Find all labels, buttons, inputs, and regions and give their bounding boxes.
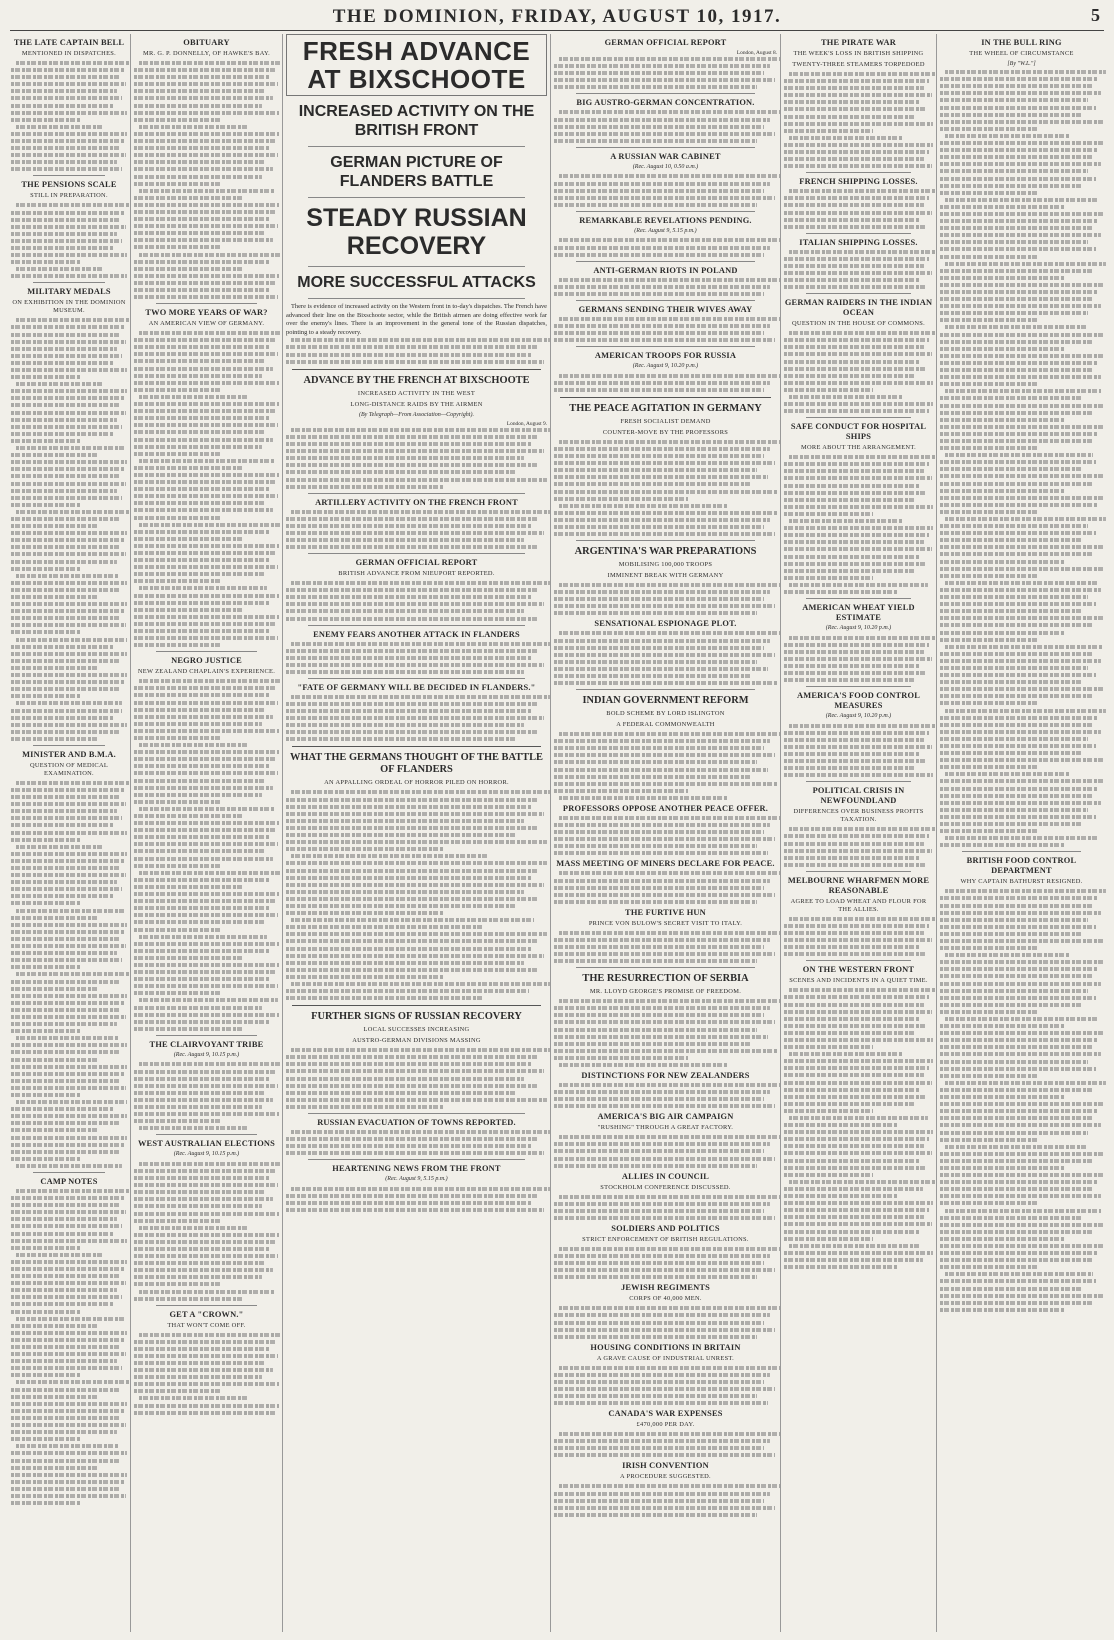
headline: MINISTER AND B.M.A. xyxy=(22,749,116,759)
deck-headline: MORE SUCCESSFUL ATTACKS xyxy=(297,274,536,291)
article-body xyxy=(554,999,777,1067)
masthead xyxy=(10,4,1104,31)
subheadline: A GRAVE CAUSE OF INDUSTRIAL UNREST. xyxy=(596,1354,735,1362)
article-body xyxy=(11,61,127,171)
article-body xyxy=(554,278,777,296)
subheadline: TWENTY-THREE STEAMERS TORPEDOED xyxy=(792,61,925,68)
article-body xyxy=(134,1333,279,1415)
subheadline: LOCAL SUCCESSES INCREASING xyxy=(363,1026,470,1034)
dateline: London, August 9. xyxy=(506,420,547,427)
dateline: (Rec. August 9, 10.15 p.m.) xyxy=(173,1151,240,1158)
article-body xyxy=(286,581,547,620)
headline: THE PENSIONS SCALE xyxy=(21,180,117,190)
column-3 xyxy=(282,34,550,1632)
headline: DISTINCTIONS FOR NEW ZEALANDERS xyxy=(581,1071,750,1080)
article-body xyxy=(784,455,933,594)
headline: ARTILLERY ACTIVITY ON THE FRENCH FRONT xyxy=(315,497,518,507)
article-body xyxy=(784,724,933,778)
subheadline: AN AMERICAN VIEW OF GERMANY. xyxy=(148,320,265,328)
article-body xyxy=(554,871,777,903)
byline: [By "W.L."] xyxy=(1007,61,1036,67)
subheadline: STOCKHOLM CONFERENCE DISCUSSED. xyxy=(600,1183,731,1191)
subheadline: AN APPALLING ORDEAL OF HORROR PILED ON HORROR. xyxy=(324,779,509,787)
article-body xyxy=(134,1162,279,1301)
subheadline: PRINCE VON BULOW'S SECRET VISIT TO ITALY. xyxy=(588,919,743,927)
dateline: London, August 8. xyxy=(736,50,777,56)
dateline: (Rec. August 9, 10.20 p.m.) xyxy=(632,363,699,370)
column-1 xyxy=(8,34,130,1632)
headline: ARGENTINA'S WAR PREPARATIONS xyxy=(574,546,757,558)
headline: THE PEACE AGITATION IN GERMANY xyxy=(569,402,762,414)
article-body xyxy=(784,827,933,866)
subheadline: A FEDERAL COMMONWEALTH xyxy=(616,721,715,729)
article-body xyxy=(11,1189,127,1505)
article-body xyxy=(784,917,933,956)
headline: RUSSIAN EVACUATION OF TOWNS REPORTED. xyxy=(317,1117,516,1127)
dateline: (Rec. August 9, 10.20 p.m.) xyxy=(825,713,892,720)
headline: FURTHER SIGNS OF RUSSIAN RECOVERY xyxy=(311,1011,522,1023)
headline: GET A "CROWN." xyxy=(169,1309,244,1319)
headline: SENSATIONAL ESPIONAGE PLOT. xyxy=(594,619,737,629)
byline: (By Telegraph—From Association—Copyright). xyxy=(359,411,474,418)
headline: WEST AUSTRALIAN ELECTIONS xyxy=(137,1139,276,1149)
article-body xyxy=(940,889,1103,1312)
article-body xyxy=(134,679,279,1031)
headline: IN THE BULL RING xyxy=(981,38,1062,47)
headline: SAFE CONDUCT FOR HOSPITAL SHIPS xyxy=(790,422,927,442)
headline: HEARTENING NEWS FROM THE FRONT xyxy=(332,1164,501,1174)
headline: IRISH CONVENTION xyxy=(622,1461,709,1471)
lead-paragraph: There is evidence of increased activity on the Western front in to-day's dispatches. The French have advanced their line on the Bixschoote sector, while the British airmen are doing effective work far over the enemy's lines. There is an improvement in the general tone of the Russian dispatches, pointing to a steady recovery. xyxy=(286,303,547,336)
article-body xyxy=(286,338,547,363)
article-body xyxy=(554,631,777,685)
subheadline: BOLD SCHEME BY LORD ISLINGTON xyxy=(606,710,725,718)
article-body xyxy=(11,203,127,278)
article-body xyxy=(286,1048,547,1109)
article-body xyxy=(286,1130,547,1155)
article-body xyxy=(784,189,933,228)
article-body xyxy=(554,1247,777,1279)
headline: THE FURTIVE HUN xyxy=(625,907,706,917)
subheadline: AGREE TO LOAD WHEAT AND FLOUR FOR THE ALLIES. xyxy=(790,897,927,913)
masthead-title: THE DOMINION, FRIDAY, AUGUST 10, 1917. xyxy=(332,6,782,27)
headline: ON THE WESTERN FRONT xyxy=(802,965,915,975)
subheadline: COUNTER-MOVE BY THE PROFESSORS xyxy=(602,428,729,436)
headline: THE CLAIRVOYANT TRIBE xyxy=(149,1039,264,1049)
article-body xyxy=(554,816,777,855)
headline: WHAT THE GERMANS THOUGHT OF THE BATTLE OF FLANDERS xyxy=(290,752,543,776)
article-body xyxy=(784,636,933,683)
headline: "FATE OF GERMANY WILL BE DECIDED IN FLANDERS." xyxy=(297,682,536,692)
headline: SOLDIERS AND POLITICS xyxy=(611,1223,720,1233)
subheadline: MOBILISING 100,000 TROOPS xyxy=(618,561,713,569)
article-body xyxy=(286,790,547,1000)
headline: MILITARY MEDALS xyxy=(27,287,111,297)
article-body xyxy=(286,695,547,742)
article-body xyxy=(554,931,777,963)
subheadline: STRICT ENFORCEMENT OF BRITISH REGULATIONS. xyxy=(582,1235,749,1243)
subheadline: £470,000 PER DAY. xyxy=(636,1421,695,1429)
dateline: (Rec. August 9, 10.15 p.m.) xyxy=(173,1051,240,1058)
subheadline: WHY CAPTAIN BATHURST RESIGNED. xyxy=(960,878,1083,886)
article-body xyxy=(554,583,777,615)
article-body xyxy=(134,61,279,299)
headline: ALLIES IN COUNCIL xyxy=(621,1171,710,1181)
headline: JEWISH REGIMENTS xyxy=(620,1283,711,1293)
headline: THE PIRATE WAR xyxy=(820,38,897,47)
subheadline: A PROCEDURE SUGGESTED. xyxy=(620,1473,711,1481)
headline: REMARKABLE REVELATIONS PENDING. xyxy=(579,215,752,225)
subheadline: SCENES AND INCIDENTS IN A QUIET TIME. xyxy=(789,977,928,985)
article-body xyxy=(554,174,777,206)
article-body xyxy=(784,331,933,413)
dateline: (Rec. August 10, 0.50 a.m.) xyxy=(632,163,699,170)
headline: ITALIAN SHIPPING LOSSES. xyxy=(799,237,918,247)
subheadline: MENTIONED IN DISPATCHES. xyxy=(21,50,117,57)
headline: INDIAN GOVERNMENT REFORM xyxy=(582,695,749,707)
dateline: (Rec. August 9, 5.15 p.m.) xyxy=(385,1176,448,1183)
headline: MASS MEETING OF MINERS DECLARE FOR PEACE. xyxy=(556,859,775,869)
headline: GERMAN RAIDERS IN THE INDIAN OCEAN xyxy=(784,298,933,318)
subheadline: MR. LLOYD GEORGE'S PROMISE OF FREEDOM. xyxy=(589,988,742,996)
column-6 xyxy=(936,34,1106,1632)
page-number: 5 xyxy=(1091,5,1100,25)
subheadline: FRESH SOCIALIST DEMAND xyxy=(620,417,711,425)
article-body xyxy=(286,428,547,489)
headline: BIG AUSTRO-GERMAN CONCENTRATION. xyxy=(576,98,755,108)
headline: HOUSING CONDITIONS IN BRITAIN xyxy=(590,1342,741,1352)
article-body xyxy=(286,1187,547,1212)
subheadline: THAT WON'T COME OFF. xyxy=(167,1321,246,1329)
headline: ENEMY FEARS ANOTHER ATTACK IN FLANDERS xyxy=(313,629,520,639)
deck-headline: STEADY RUSSIAN RECOVERY xyxy=(306,204,527,260)
subheadline: STILL IN PREPARATION. xyxy=(30,192,108,200)
article-body xyxy=(554,374,777,392)
subheadline: QUESTION OF MEDICAL EXAMINATION. xyxy=(29,761,109,777)
subheadline: THE WEEK'S LOSS IN BRITISH SHIPPING xyxy=(793,50,924,57)
article-body xyxy=(554,1306,777,1338)
article-body xyxy=(286,642,547,674)
subheadline: NEW ZEALAND CHAPLAIN'S EXPERIENCE. xyxy=(137,668,276,676)
headline: GERMAN OFFICIAL REPORT xyxy=(604,38,727,47)
headline: BRITISH FOOD CONTROL DEPARTMENT xyxy=(966,856,1077,876)
headline: PROFESSORS OPPOSE ANOTHER PEACE OFFER. xyxy=(562,803,769,813)
subheadline: BRITISH ADVANCE FROM NIEUPORT REPORTED. xyxy=(338,570,495,578)
headline: AMERICA'S FOOD CONTROL MEASURES xyxy=(796,691,921,711)
article-body xyxy=(554,317,777,342)
headline: GERMAN OFFICIAL REPORT xyxy=(355,558,478,568)
headline: MELBOURNE WHARFMEN MORE REASONABLE xyxy=(787,875,930,895)
headline: THE LATE CAPTAIN BELL xyxy=(13,38,125,47)
article-body xyxy=(554,1083,777,1108)
subheadline: DIFFERENCES OVER BUSINESS PROFITS TAXATION. xyxy=(793,808,924,824)
headline: CANADA'S WAR EXPENSES xyxy=(608,1409,723,1419)
article-body xyxy=(554,1484,777,1516)
article-body xyxy=(554,1135,777,1167)
subheadline: ON EXHIBITION IN THE DOMINION MUSEUM. xyxy=(12,299,126,315)
article-body xyxy=(11,318,127,741)
headline: ANTI-GERMAN RIOTS IN POLAND xyxy=(593,265,738,275)
headline: AMERICAN TROOPS FOR RUSSIA xyxy=(594,351,737,361)
headline: ADVANCE BY THE FRENCH AT BIXSCHOOTE xyxy=(303,374,530,386)
article-body xyxy=(554,110,777,142)
headline: NEGRO JUSTICE xyxy=(171,656,242,666)
article-body xyxy=(554,440,777,536)
subheadline: "RUSHING" THROUGH A GREAT FACTORY. xyxy=(597,1124,734,1132)
headline: THE RESURRECTION OF SERBIA xyxy=(582,973,749,985)
subheadline: IMMINENT BREAK WITH GERMANY xyxy=(607,572,724,580)
headline: AMERICAN WHEAT YIELD ESTIMATE xyxy=(802,602,915,622)
headline: A RUSSIAN WAR CABINET xyxy=(610,151,721,161)
article-body xyxy=(134,331,279,647)
article-body xyxy=(784,72,933,168)
article-body xyxy=(784,988,933,1269)
headline: GERMANS SENDING THEIR WIVES AWAY xyxy=(578,304,753,314)
article-body xyxy=(554,238,777,256)
subheadline: THE WHEEL OF CIRCUMSTANCE xyxy=(969,50,1074,57)
headline: AMERICA'S BIG AIR CAMPAIGN xyxy=(597,1112,734,1122)
headline: POLITICAL CRISIS IN NEWFOUNDLAND xyxy=(812,786,905,806)
article-body xyxy=(784,250,933,289)
article-body xyxy=(554,732,777,800)
column-2 xyxy=(130,34,282,1632)
dateline: (Rec. August 9, 5.15 p.m.) xyxy=(634,227,697,234)
deck-headline: INCREASED ACTIVITY ON THE BRITISH FRONT xyxy=(298,103,535,139)
column-5 xyxy=(780,34,936,1632)
deck-headline: GERMAN PICTURE OF FLANDERS BATTLE xyxy=(330,154,503,190)
subheadline: QUESTION IN THE HOUSE OF COMMONS. xyxy=(792,320,925,328)
article-body xyxy=(940,70,1103,847)
article-body xyxy=(554,1366,777,1405)
headline: TWO MORE YEARS OF WAR? xyxy=(145,308,268,318)
headline: FRENCH SHIPPING LOSSES. xyxy=(799,177,918,187)
article-body xyxy=(554,57,777,89)
article-body xyxy=(554,1195,777,1220)
column-4 xyxy=(550,34,780,1632)
article-body xyxy=(286,510,547,549)
main-headline: FRESH ADVANCE AT BIXSCHOOTE xyxy=(286,34,547,96)
subheadline: MR. G. P. DONNELLY, OF HAWKE'S BAY. xyxy=(142,50,271,57)
subheadline: MORE ABOUT THE ARRANGEMENT. xyxy=(801,444,916,452)
headline: CAMP NOTES xyxy=(40,1176,98,1186)
subheadline: INCREASED ACTIVITY IN THE WEST xyxy=(357,389,476,397)
headline: OBITUARY xyxy=(183,38,230,47)
article-body xyxy=(11,781,127,1168)
subheadline: LONG-DISTANCE RAIDS BY THE AIRMEN xyxy=(350,400,483,408)
article-body xyxy=(134,1062,279,1130)
subheadline: AUSTRO-GERMAN DIVISIONS MASSING xyxy=(352,1037,481,1045)
article-body xyxy=(554,1432,777,1457)
dateline: (Rec. August 9, 10.20 p.m.) xyxy=(825,624,892,631)
subheadline: CORPS OF 40,000 MEN. xyxy=(629,1295,702,1303)
